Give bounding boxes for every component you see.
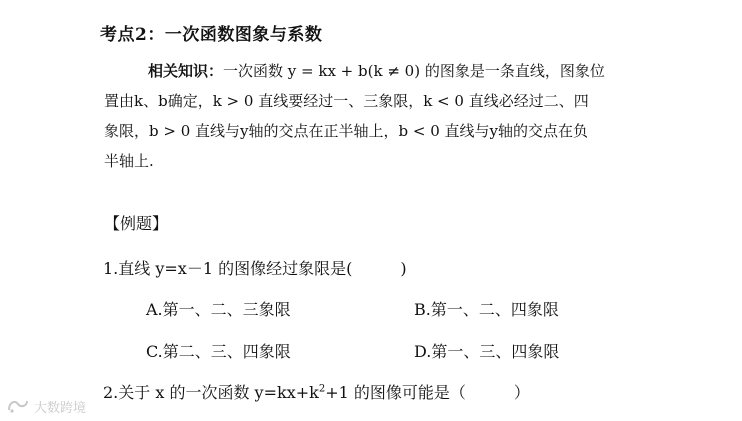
knowledge-line-4: 半轴上. (104, 152, 154, 170)
question-1-option-b: B.第一、二、四象限 (414, 300, 559, 319)
knowledge-label: 相关知识： (148, 62, 224, 80)
question-2-text-b: +1 的图像可能是（ ） (325, 383, 530, 402)
knowledge-line-1 (104, 56, 664, 86)
watermark (6, 396, 86, 416)
question-1-option-c: C.第二、三、四象限 (146, 342, 291, 361)
watermark-text: 大数跨境 (34, 400, 87, 416)
question-1-option-d: D.第一、三、四象限 (414, 342, 560, 361)
question-1-option-a: A.第一、二、三象限 (146, 300, 291, 319)
knowledge-line-3: 象限，b > 0 直线与y轴的交点在正半轴上，b < 0 直线与y轴的交点在负 (104, 122, 588, 140)
question-2-superscript: 2 (318, 383, 326, 395)
section-title: 考点2：一次函数图象与系数 (100, 25, 323, 45)
question-2-stem (103, 380, 530, 403)
examples-heading: 【例题】 (104, 214, 169, 233)
question-1-stem: 1.直线 y=x－1 的图像经过象限是( ) (103, 259, 407, 278)
knowledge-line-2: 置由k、b确定，k > 0 直线要经过一、三象限，k < 0 直线必经过二、四 (104, 92, 589, 110)
knowledge-text-1: 一次函数 y = kx + b(k ≠ 0) 的图象是一条直线，图象位 (223, 62, 605, 80)
knowledge-paragraph (104, 56, 664, 176)
brand-logo-icon (6, 398, 30, 414)
question-2-text-a: 2.关于 x 的一次函数 y=kx+k (103, 383, 319, 402)
